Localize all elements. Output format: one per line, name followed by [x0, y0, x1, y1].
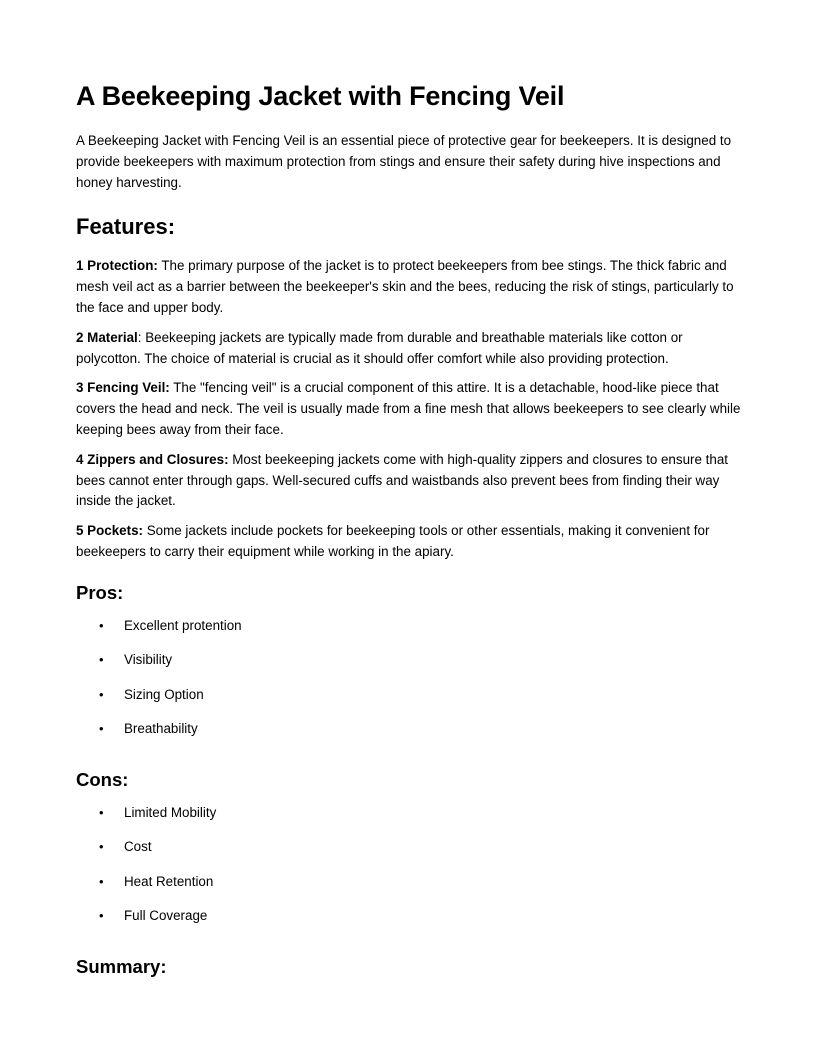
- list-item: [76, 612, 744, 647]
- feature-item-protection: [76, 256, 744, 318]
- bullet-icon: •: [99, 804, 104, 820]
- feature-item-pockets: [76, 521, 744, 563]
- bullet-icon: •: [99, 839, 104, 855]
- feature-item-fencing-veil: [76, 378, 744, 440]
- bullet-icon: •: [99, 617, 104, 633]
- features-heading: Features:: [76, 214, 176, 240]
- feature-label: 5 Pockets:: [76, 523, 143, 539]
- cons-list: [76, 799, 744, 937]
- feature-text: The primary purpose of the jacket is to protect beekeepers from bee stings. The thick fabric and mesh veil act as a barrier between the beekeeper's skin and the bees, reducing the risk of stings, particularly to the face and upper body.: [76, 258, 734, 315]
- cons-heading: Cons:: [76, 768, 129, 790]
- list-item: [76, 715, 744, 750]
- list-item-text: Visibility: [124, 652, 173, 668]
- list-item-text: Sizing Option: [124, 686, 204, 702]
- list-item: [76, 646, 744, 681]
- list-item: [76, 799, 744, 834]
- bullet-icon: •: [99, 652, 104, 668]
- feature-label: 2 Material: [76, 329, 138, 345]
- pros-heading: Pros:: [76, 581, 124, 603]
- feature-item-material: [76, 328, 744, 370]
- list-item: [76, 681, 744, 716]
- feature-text: The "fencing veil" is a crucial component of this attire. It is a detachable, hood-like piece that covers the head and neck. The veil is usually made from a fine mesh that allows beekeepers to see clearly while keeping bees away from their face.: [76, 380, 741, 437]
- pros-list: [76, 612, 744, 750]
- list-item-text: Excellent protention: [124, 617, 242, 633]
- summary-heading: Summary:: [76, 955, 167, 977]
- feature-text: : Beekeeping jackets are typically made from durable and breathable materials like cotton or polycotton. The choice of material is crucial as it should offer comfort while also providing protection.: [76, 329, 683, 366]
- list-item-text: Cost: [124, 839, 152, 855]
- list-item-text: Limited Mobility: [124, 804, 217, 820]
- feature-item-zippers: [76, 450, 744, 512]
- intro-paragraph: A Beekeeping Jacket with Fencing Veil is an essential piece of protective gear for beekeepers. It is designed to provide beekeepers with maximum protection from stings and ensure their safety during hive inspections and honey harvesting.: [76, 133, 732, 190]
- list-item: [76, 868, 744, 903]
- list-item-text: Heat Retention: [124, 873, 214, 889]
- feature-label: 4 Zippers and Closures:: [76, 451, 229, 467]
- feature-text: Some jackets include pockets for beekeeping tools or other essentials, making it convenient for beekeepers to carry their equipment while working in the apiary.: [76, 523, 710, 559]
- feature-text: Most beekeeping jackets come with high-quality zippers and closures to ensure that bees cannot enter through gaps. Well-secured cuffs and waistbands also prevent bees from finding their way inside the jacket.: [76, 451, 728, 509]
- feature-label: 3 Fencing Veil:: [76, 380, 170, 396]
- page-title: A Beekeeping Jacket with Fencing Veil: [76, 81, 565, 111]
- bullet-icon: •: [99, 686, 104, 702]
- list-item-text: Full Coverage: [124, 908, 208, 924]
- list-item: [76, 833, 744, 868]
- bullet-icon: •: [99, 873, 104, 889]
- list-item: [76, 902, 744, 937]
- list-item-text: Breathability: [124, 721, 198, 737]
- bullet-icon: •: [99, 908, 104, 924]
- bullet-icon: •: [99, 721, 104, 737]
- feature-label: 1 Protection:: [76, 258, 158, 274]
- document-page: [76, 78, 744, 986]
